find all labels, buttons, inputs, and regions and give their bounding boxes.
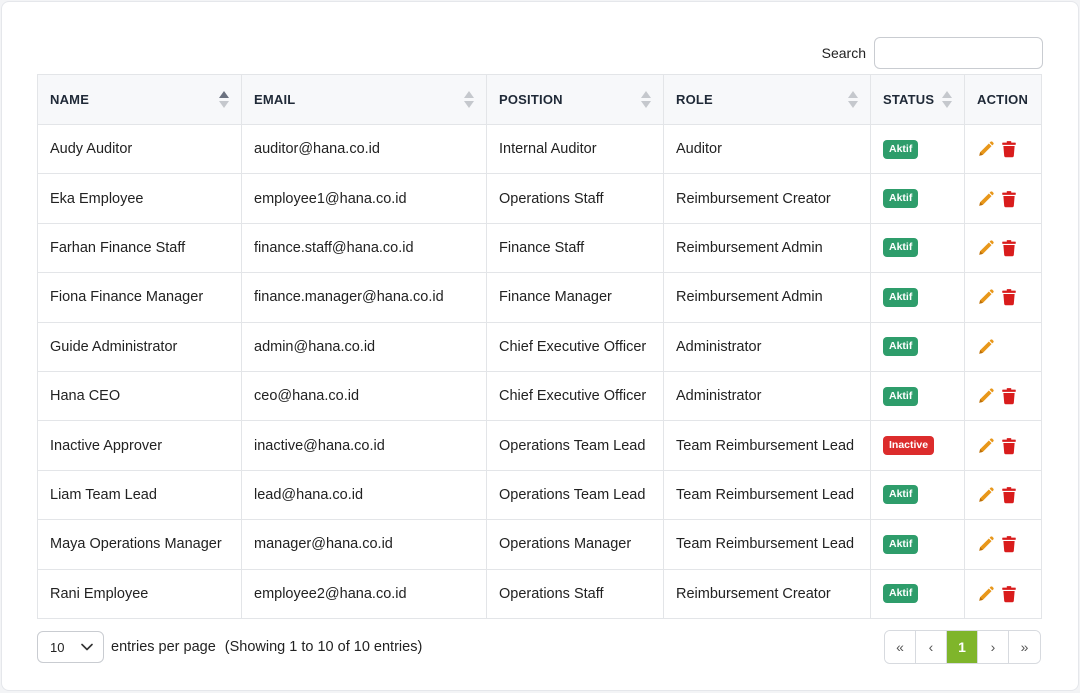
cell-action [965, 371, 1042, 420]
row-actions [977, 585, 1029, 603]
column-header-label: STATUS [883, 92, 935, 107]
cell-position: Chief Executive Officer [487, 322, 664, 371]
column-header-email[interactable] [242, 75, 487, 125]
column-header-name[interactable] [38, 75, 242, 125]
cell-position: Operations Staff [487, 569, 664, 618]
cell-status [871, 223, 965, 272]
pencil-icon[interactable] [977, 239, 995, 257]
cell-position: Internal Auditor [487, 125, 664, 174]
trash-icon[interactable] [1000, 140, 1018, 158]
sort-icon[interactable] [641, 91, 651, 109]
cell-action [965, 273, 1042, 322]
cell-position: Operations Team Lead [487, 421, 664, 470]
pencil-icon[interactable] [977, 585, 995, 603]
row-actions [977, 288, 1029, 306]
cell-position: Operations Staff [487, 174, 664, 223]
cell-role: Team Reimbursement Lead [664, 520, 871, 569]
sort-icon[interactable] [464, 91, 474, 109]
trash-icon[interactable] [1000, 288, 1018, 306]
status-badge: Aktif [883, 288, 918, 307]
trash-icon[interactable] [1000, 486, 1018, 504]
cell-position: Finance Staff [487, 223, 664, 272]
row-actions [977, 140, 1029, 158]
table-row [38, 470, 1042, 519]
cell-status [871, 174, 965, 223]
column-header-label: EMAIL [254, 92, 296, 107]
cell-name: Maya Operations Manager [38, 520, 242, 569]
column-header-role[interactable] [664, 75, 871, 125]
column-header-label: NAME [50, 92, 90, 107]
pagination-prev-button[interactable]: ‹ [916, 631, 947, 663]
cell-name: Hana CEO [38, 371, 242, 420]
users-table [37, 74, 1042, 619]
row-actions [977, 190, 1029, 208]
cell-name: Liam Team Lead [38, 470, 242, 519]
cell-email: employee2@hana.co.id [242, 569, 487, 618]
search-label: Search [821, 44, 866, 61]
table-row [38, 125, 1042, 174]
entries-per-page-value: 10 [50, 639, 65, 655]
pencil-icon[interactable] [977, 288, 995, 306]
cell-status [871, 569, 965, 618]
cell-position: Finance Manager [487, 273, 664, 322]
row-actions [977, 437, 1029, 455]
status-badge: Inactive [883, 436, 934, 455]
pencil-icon[interactable] [977, 535, 995, 553]
cell-email: auditor@hana.co.id [242, 125, 487, 174]
trash-icon[interactable] [1000, 239, 1018, 257]
cell-role: Auditor [664, 125, 871, 174]
cell-name: Audy Auditor [38, 125, 242, 174]
pencil-icon[interactable] [977, 140, 995, 158]
cell-action [965, 470, 1042, 519]
search-input[interactable] [874, 37, 1043, 69]
cell-role: Reimbursement Creator [664, 174, 871, 223]
table-row [38, 520, 1042, 569]
entries-per-page-select[interactable] [37, 631, 104, 663]
pencil-icon[interactable] [977, 190, 995, 208]
status-badge: Aktif [883, 238, 918, 257]
cell-role: Reimbursement Admin [664, 223, 871, 272]
row-actions [977, 535, 1029, 553]
table-row [38, 569, 1042, 618]
sort-icon[interactable] [219, 91, 229, 109]
entries-per-page-label: entries per page [111, 639, 216, 655]
cell-role: Administrator [664, 322, 871, 371]
status-badge: Aktif [883, 584, 918, 603]
row-actions [977, 387, 1029, 405]
pencil-icon[interactable] [977, 387, 995, 405]
cell-name: Guide Administrator [38, 322, 242, 371]
cell-role: Team Reimbursement Lead [664, 421, 871, 470]
cell-action [965, 125, 1042, 174]
status-badge: Aktif [883, 140, 918, 159]
pencil-icon[interactable] [977, 338, 995, 356]
cell-email: inactive@hana.co.id [242, 421, 487, 470]
cell-name: Farhan Finance Staff [38, 223, 242, 272]
column-header-label: POSITION [499, 92, 563, 107]
cell-role: Team Reimbursement Lead [664, 470, 871, 519]
table-footer [37, 630, 1041, 664]
table-body [38, 125, 1042, 619]
cell-action [965, 520, 1042, 569]
trash-icon[interactable] [1000, 535, 1018, 553]
status-badge: Aktif [883, 485, 918, 504]
cell-status [871, 520, 965, 569]
cell-email: finance.staff@hana.co.id [242, 223, 487, 272]
pagination-next-button[interactable]: › [978, 631, 1009, 663]
pencil-icon[interactable] [977, 486, 995, 504]
table-header-row [38, 75, 1042, 125]
cell-status [871, 421, 965, 470]
cell-role: Administrator [664, 371, 871, 420]
cell-email: admin@hana.co.id [242, 322, 487, 371]
status-badge: Aktif [883, 535, 918, 554]
cell-status [871, 273, 965, 322]
cell-status [871, 322, 965, 371]
sort-icon[interactable] [942, 91, 952, 109]
column-header-label: ACTION [977, 92, 1029, 107]
cell-email: lead@hana.co.id [242, 470, 487, 519]
sort-icon[interactable] [848, 91, 858, 109]
cell-action [965, 174, 1042, 223]
cell-role: Reimbursement Creator [664, 569, 871, 618]
pagination-page-1[interactable]: 1 [947, 631, 978, 663]
search-row [2, 36, 1043, 69]
cell-name: Inactive Approver [38, 421, 242, 470]
column-header-label: ROLE [676, 92, 713, 107]
chevron-down-icon [81, 643, 93, 651]
cell-position: Operations Manager [487, 520, 664, 569]
cell-action [965, 322, 1042, 371]
cell-role: Reimbursement Admin [664, 273, 871, 322]
pagination [884, 630, 1041, 664]
row-actions [977, 486, 1029, 504]
table-row [38, 223, 1042, 272]
cell-status [871, 371, 965, 420]
status-badge: Aktif [883, 189, 918, 208]
row-actions [977, 338, 1029, 356]
cell-status [871, 470, 965, 519]
pencil-icon[interactable] [977, 437, 995, 455]
cell-email: ceo@hana.co.id [242, 371, 487, 420]
pagination-first-button[interactable]: « [885, 631, 916, 663]
column-header-position[interactable] [487, 75, 664, 125]
column-header-action [965, 75, 1042, 125]
cell-position: Chief Executive Officer [487, 371, 664, 420]
cell-action [965, 223, 1042, 272]
cell-name: Eka Employee [38, 174, 242, 223]
cell-position: Operations Team Lead [487, 470, 664, 519]
status-badge: Aktif [883, 387, 918, 406]
table-row [38, 273, 1042, 322]
status-badge: Aktif [883, 337, 918, 356]
trash-icon[interactable] [1000, 387, 1018, 405]
table-row [38, 421, 1042, 470]
table-row [38, 174, 1042, 223]
trash-icon[interactable] [1000, 190, 1018, 208]
cell-name: Rani Employee [38, 569, 242, 618]
cell-status [871, 125, 965, 174]
table-row [38, 371, 1042, 420]
cell-email: employee1@hana.co.id [242, 174, 487, 223]
table-row [38, 322, 1042, 371]
trash-icon[interactable] [1000, 437, 1018, 455]
cell-email: finance.manager@hana.co.id [242, 273, 487, 322]
cell-email: manager@hana.co.id [242, 520, 487, 569]
row-actions [977, 239, 1029, 257]
column-header-status[interactable] [871, 75, 965, 125]
pagination-last-button[interactable]: » [1009, 631, 1040, 663]
cell-action [965, 569, 1042, 618]
cell-name: Fiona Finance Manager [38, 273, 242, 322]
cell-action [965, 421, 1042, 470]
trash-icon[interactable] [1000, 585, 1018, 603]
entries-info: (Showing 1 to 10 of 10 entries) [224, 639, 423, 655]
